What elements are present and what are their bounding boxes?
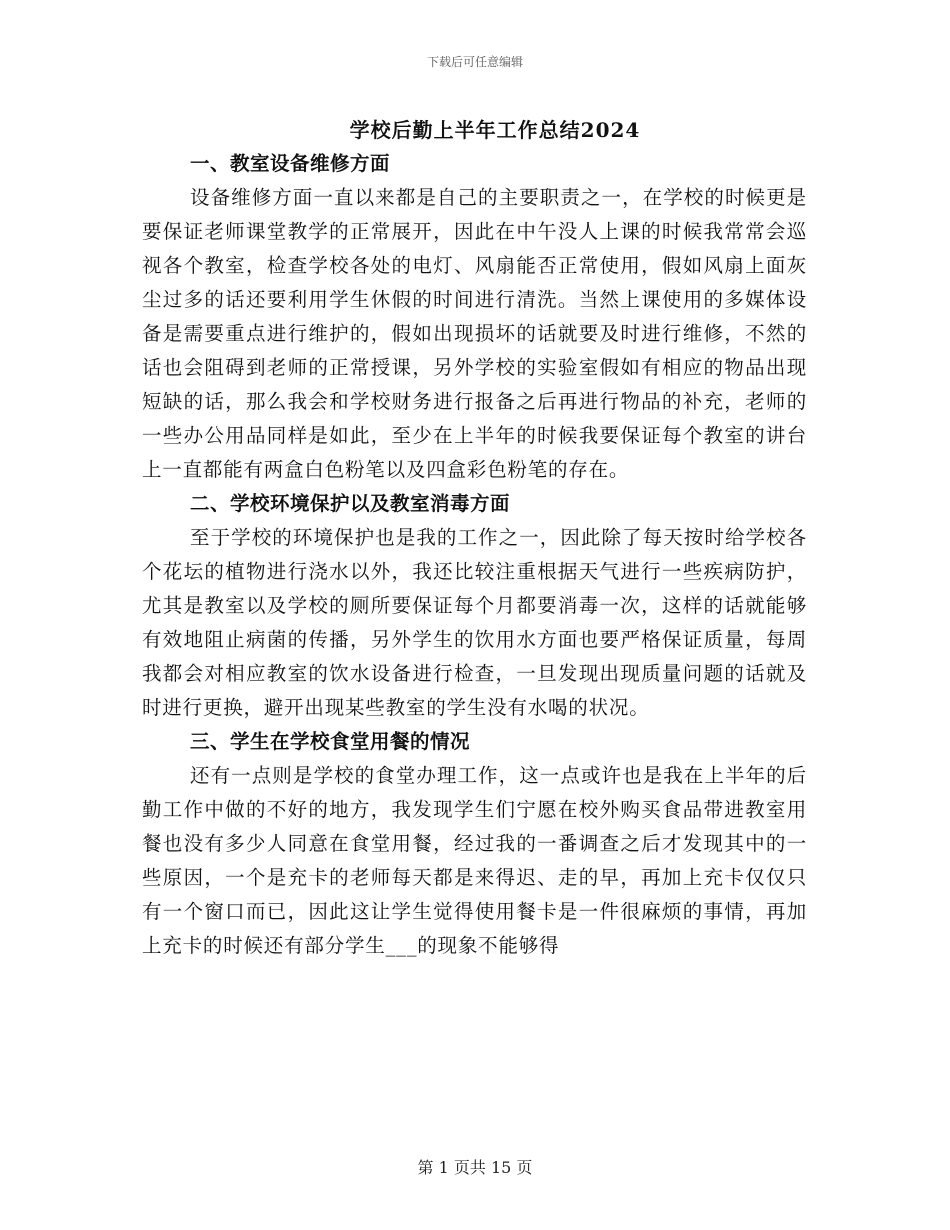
header-note: 下载后可任意编辑 [426, 55, 523, 69]
document-title: 学校后勤上半年工作总结2024 [349, 118, 641, 142]
document-body [142, 147, 807, 963]
section-heading-3: 三、学生在学校食堂用餐的情况 [190, 730, 471, 753]
section-body-1: 设备维修方面一直以来都是自己的主要职责之一，在学校的时候更是要保证老师课堂教学的正常展开，因此在中午没人上课的时候我常常会巡视各个教室，检查学校各处的电灯、风扇能否正常使用，假如风扇上面灰尘过多的话还要利用学生休假的时间进行清洗。当然上课使用的多媒体设备是需要重点进行维护的，假如出现损坏的话就要及时进行维修，不然的话也会阻碍到老师的正常授课，另外学校的实验室假如有相应的物品出现短缺的话，那么我会和学校财务进行报备之后再进行物品的补充，老师的一些办公用品同样是如此，至少在上半年的时候我要保证每个教室的讲台上一直都能有两盒白色粉笔以及四盒彩色粉笔的存在。 [142, 186, 807, 481]
section-body-3: 还有一点则是学校的食堂办理工作，这一点或许也是我在上半年的后勤工作中做的不好的地方，我发现学生们宁愿在校外购买食品带进教室用餐也没有多少人同意在食堂用餐，经过我的一番调查之后才发现其中的一些原因，一个是充卡的老师每天都是来得迟、走的早，再加上充卡仅仅只有一个窗口而已，因此这让学生觉得使用餐卡是一件很麻烦的事情，再加上充卡的时候还有部分学生___的现象不能够得 [142, 764, 807, 957]
section-body-2: 至于学校的环境保护也是我的工作之一，因此除了每天按时给学校各个花坛的植物进行浇水以外，我还比较注重根据天气进行一些疾病防护，尤其是教室以及学校的厕所要保证每个月都要消毒一次，这样的话就能够有效地阻止病菌的传播，另外学生的饮用水方面也要严格保证质量，每周我都会对相应教室的饮水设备进行检查，一旦发现出现质量问题的话就及时进行更换，避开出现某些教室的学生没有水喝的状况。 [142, 526, 807, 719]
page-footer: 第 1 页共 15 页 [417, 1158, 533, 1177]
section-heading-1: 一、教室设备维修方面 [190, 152, 391, 175]
section-heading-2: 二、学校环境保护以及教室消毒方面 [190, 492, 511, 515]
